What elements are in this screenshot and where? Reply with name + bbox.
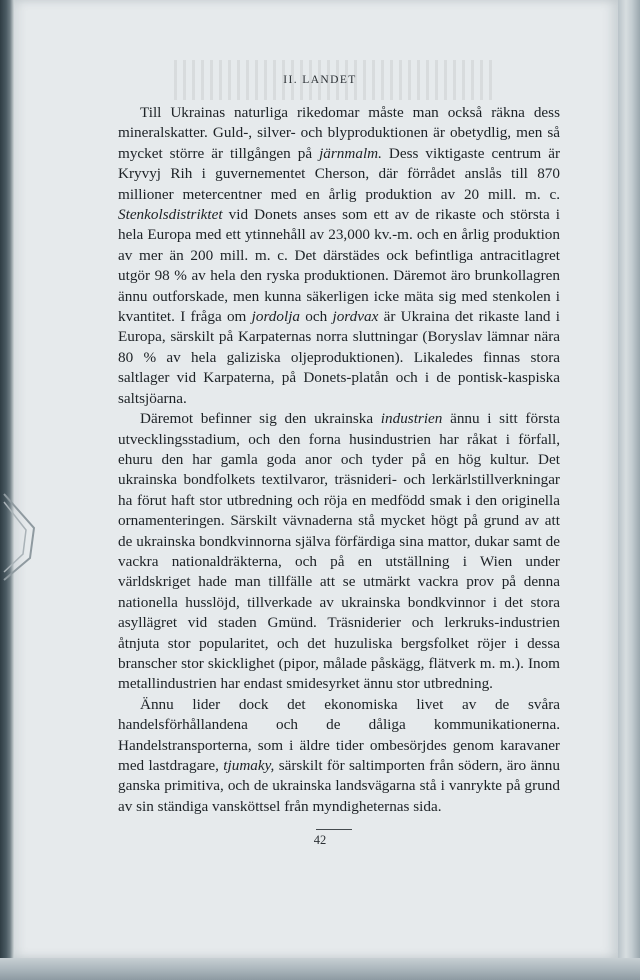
folio-rule bbox=[316, 829, 352, 830]
running-head: II. LANDET bbox=[283, 74, 357, 86]
text-run: Ännu lider dock det ekonomiska livet av de svåra handelsförhållandena och de dåliga kommunikationerna. Handelstransporterna, som i äldre tider ombesörjdes genom karavaner med lastdragare, bbox=[118, 695, 560, 774]
paragraph bbox=[118, 695, 560, 817]
text-run: särskilt för saltimporten från södern, äro ännu ganska primitiva, och de ukrainska landsvägarna stå i vanrykte på grund av sin ständiga vansköttsel från myndigheternas sida. bbox=[118, 757, 560, 815]
paper-clip-icon bbox=[0, 488, 44, 588]
page-edge-bottom bbox=[0, 958, 640, 980]
paragraph bbox=[118, 409, 560, 695]
italic-term: tjumaky, bbox=[223, 757, 275, 774]
italic-term: Stenkolsdistriktet bbox=[118, 206, 223, 224]
text-run: är Ukraina det rikaste land i Europa, särskilt på Karpaternas norra sluttningar (Boryslav lämnar nära 80 % av hela galiziska oljeproduktionen). Likaledes finnas stora saltlager vid Karpaterna, på Donets-platån och i de pontisk-kaspiska saltsjöarna. bbox=[118, 308, 561, 407]
text-run: Däremot befinner sig den ukrainska bbox=[140, 410, 381, 428]
italic-term: järnmalm. bbox=[319, 144, 382, 162]
italic-term: jordolja bbox=[251, 308, 301, 326]
text-run: vid Donets anses som ett av de rikaste och största i hela Europa med ett ytinnehåll av 23,000 kv.-m. och en årlig produktion av mer än 200 mill. m. c. Det därstädes ock befintliga antracitlagret utgör 98 % av hela den ryska produktionen. Däremot äro brunkollagren ännu outforskade, men kunna säkerligen icke mäta sig med stenkolen i kvantitet. I fråga om bbox=[118, 206, 560, 326]
text-run: Till Ukrainas naturliga rikedomar måste man också räkna dess mineralskatter. Guld-, silver- och blyproduktionen är obetydlig, men så mycket större är tillgången på bbox=[118, 104, 560, 162]
text-run: ännu i sitt första utvecklingsstadium, och den forna husindustrien har råkat i förfall, ehuru den har gamla goda anor och tyder på en hög kultur. Det ukrainska bondfolkets textilvaror, träsnideri- och lerkärlstillverkningar ha förut haft stor utbredning och röja en medfödd smak i den originella ornamenteringen. Särskilt vävnaderna stå mycket högt på grund av att de ukrainska bondkvinnorna själva förfärdiga sina mattor, dukar samt de vackra nationaldräkterna, och på en utställning i Wien under världskriget hade man tillfälle att se utmärkt vackra prov på denna nationella husslöjd, tillverkade av ukrainska bondkvinnor i det stora asyllägret vid staden Gmünd. Träsniderier och lerkruks-industrien åtnjuta stor popularitet, och det huzuliska bergsfolket röjer i dessa branscher stor skicklighet (pipor, målade påskägg, flätverk m. m.). Inom metallindustrien har endast smidesyrket ännu stor utbredning. bbox=[118, 410, 560, 693]
text-run: och bbox=[300, 308, 333, 326]
italic-term: industrien bbox=[380, 410, 443, 428]
italic-term: jordvax bbox=[332, 308, 379, 326]
text-run: Dess viktigaste centrum är Kryvyj Rih i guvernementet Cherson, där förrådet anslås till 870 millioner metercentner med en årlig produktion av 20 mill. m. c. bbox=[118, 144, 561, 203]
page-number: 42 bbox=[313, 833, 327, 847]
body-text bbox=[118, 103, 560, 817]
paragraph bbox=[118, 103, 560, 409]
